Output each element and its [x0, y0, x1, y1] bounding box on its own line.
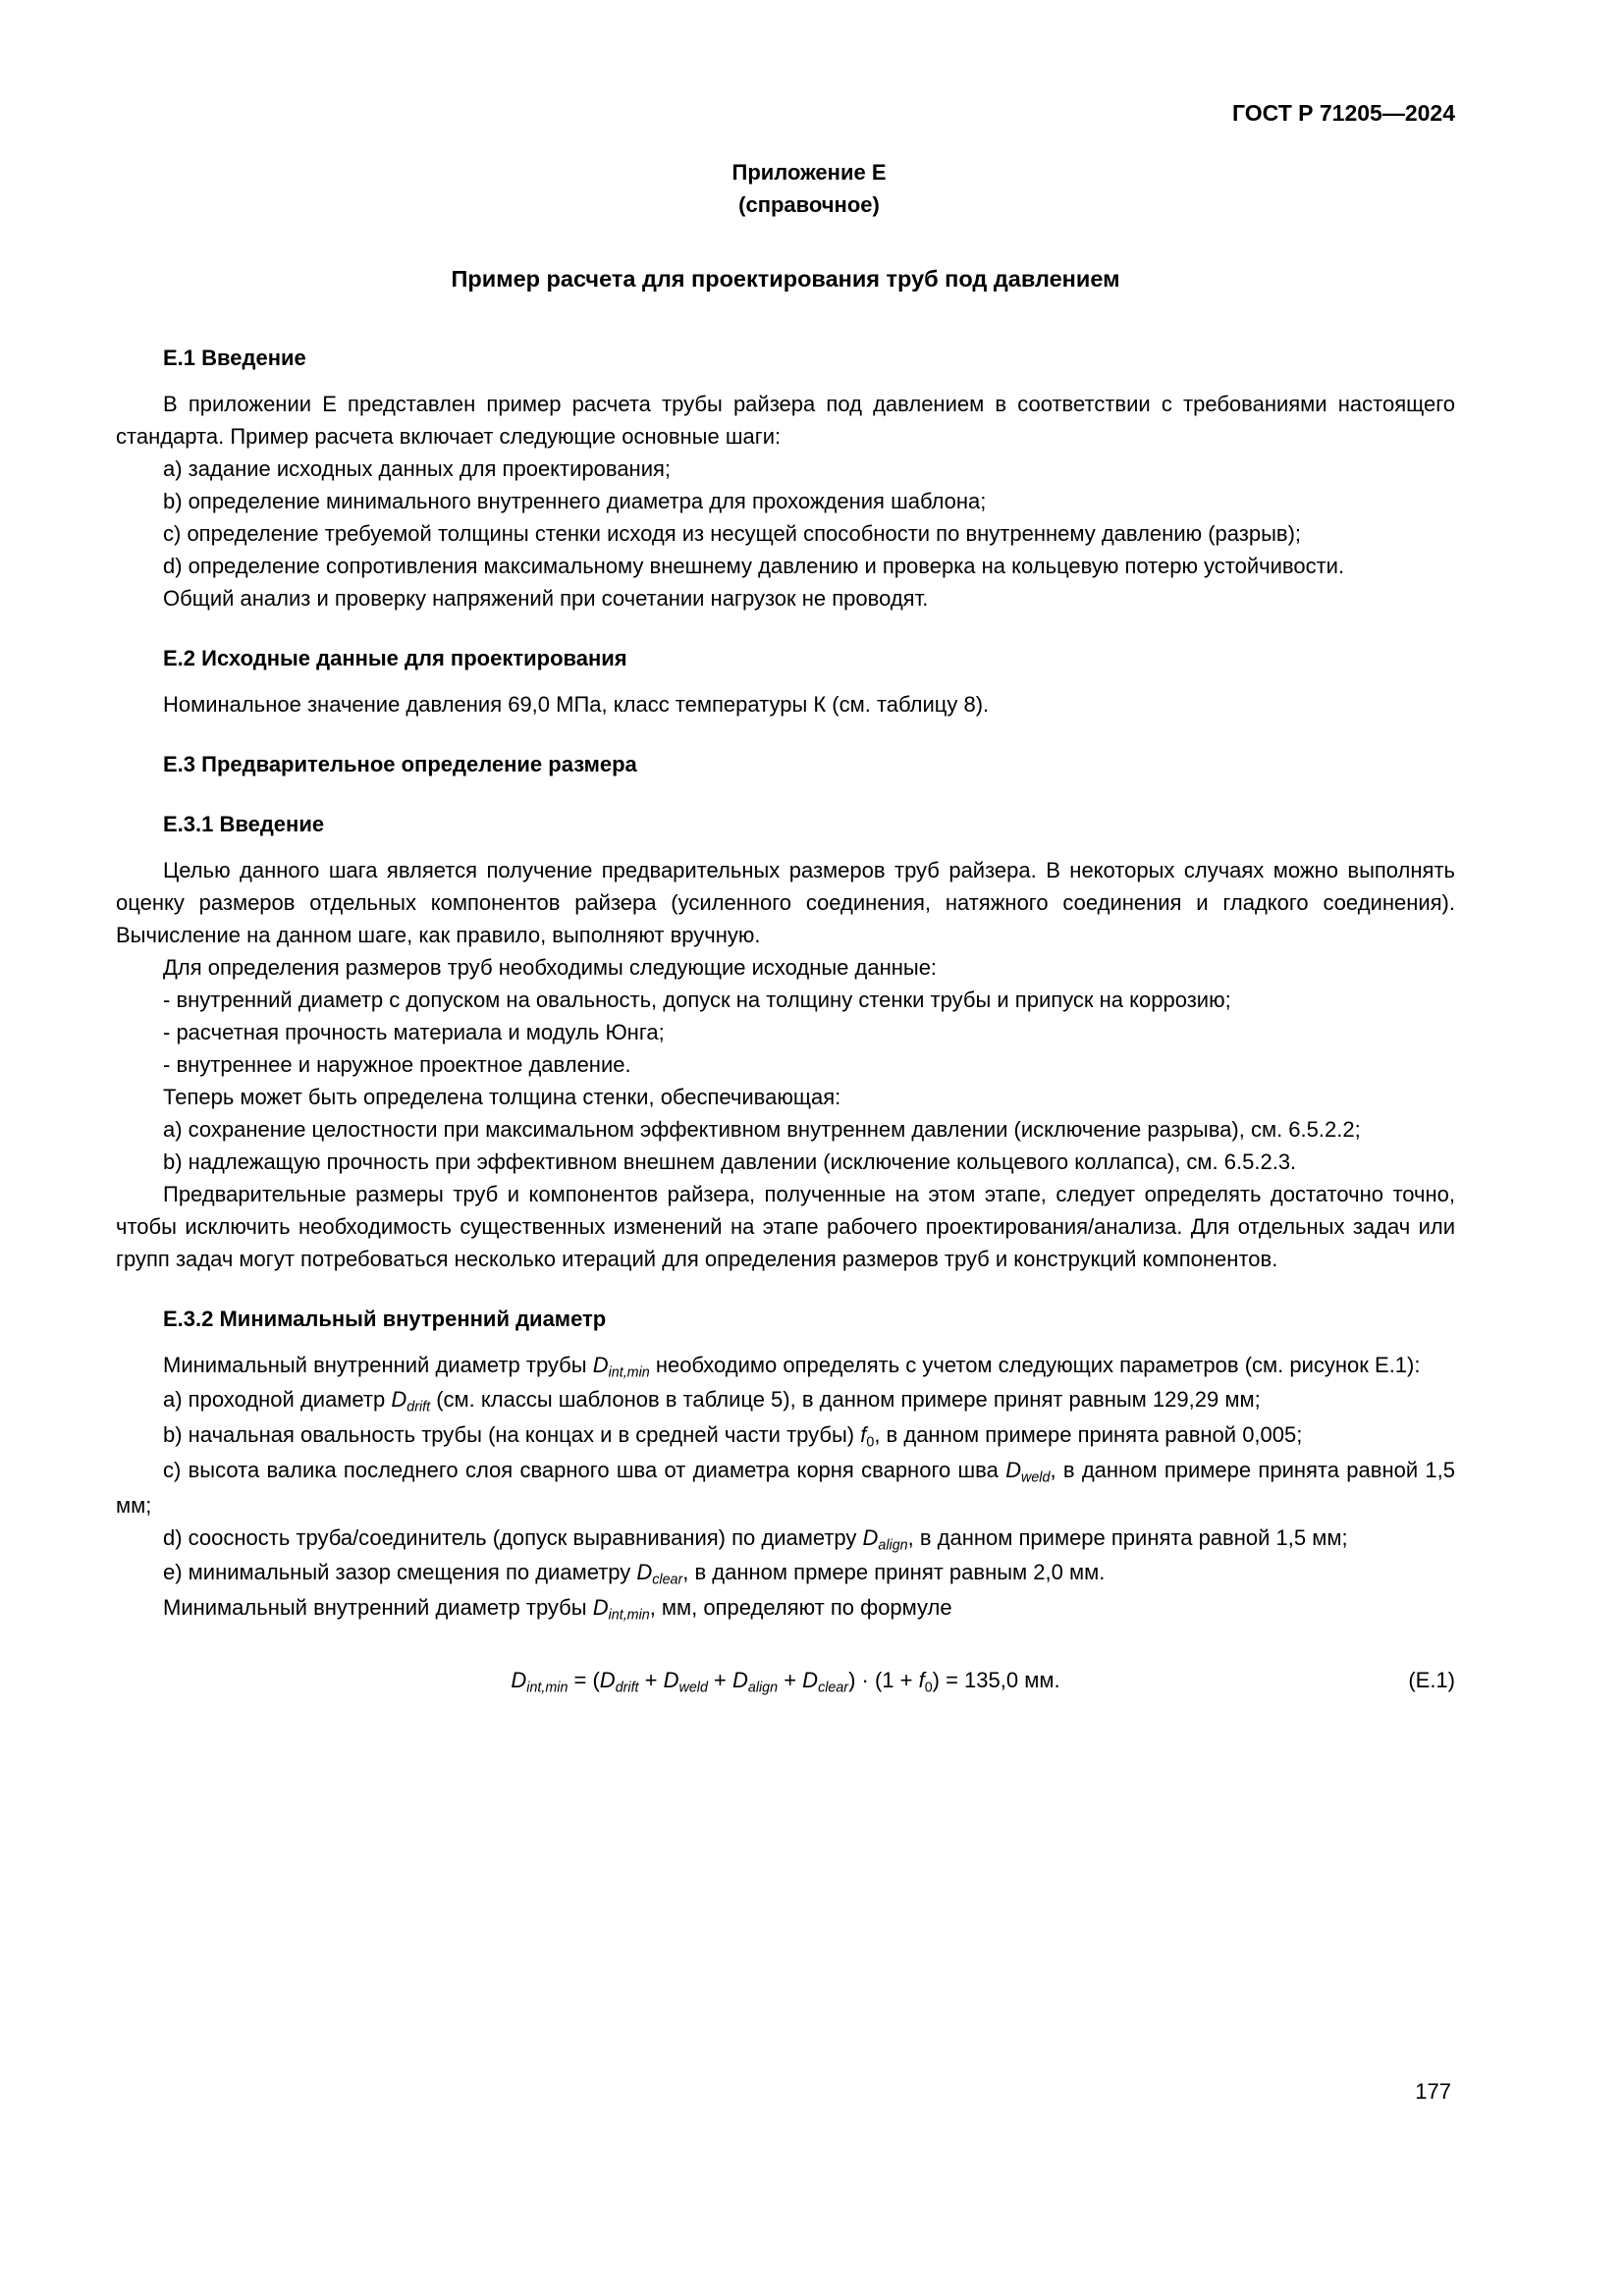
- list-item-e32-e: e) минимальный зазор смещения по диаметру Dclear, в данном прмере принят равным 2,0 мм.: [163, 1560, 1106, 1588]
- heading-e3: Е.3 Предварительное определение размера: [163, 751, 637, 776]
- formula-block: [116, 1664, 1455, 1699]
- list-item-e31-a: a) сохранение целостности при максимальном эффективном внутреннем давлении (исключение разрыва), см. 6.5.2.2;: [163, 1116, 1361, 1142]
- list-item-e1-c: c) определение требуемой толщины стенки исходя из несущей способности по внутреннему давлению (разрыв);: [163, 520, 1302, 546]
- list-item-e1-b: b) определение минимального внутреннего диаметра для прохождения шаблона;: [163, 488, 987, 513]
- heading-e32: Е.3.2 Минимальный внутренний диаметр: [163, 1306, 607, 1331]
- list-item-e32-c: c) высота валика последнего слоя сварного шва от диаметра корня сварного шва Dweld, в данном примере принята равной 1,5 мм;: [116, 1457, 1456, 1518]
- appendix-note: (справочное): [738, 191, 880, 217]
- heading-e31: Е.3.1 Введение: [163, 811, 325, 836]
- list-item-e32-b: b) начальная овальность трубы (на концах и в средней части трубы) $f_0$, в данном примере принята равной 0,005;: [163, 1422, 1303, 1451]
- formula-number: (Е.1): [1408, 1667, 1455, 1692]
- paragraph-e31-2: Для определения размеров труб необходимы следующие исходные данные:: [163, 954, 938, 980]
- list-item-e32-a: a) проходной диаметр Ddrift (см. классы шаблонов в таблице 5), в данном примере принят равным 129,29 мм;: [163, 1387, 1261, 1415]
- heading-e1: Е.1 Введение: [163, 345, 306, 370]
- paragraph-e32-intro: Минимальный внутренний диаметр трубы Dint,min необходимо определять с учетом следующих параметров (см. рисунок Е.1):: [163, 1352, 1421, 1381]
- list-item-e1-a: a) задание исходных данных для проектирования;: [163, 455, 672, 481]
- list-item-e31-dash-2: - расчетная прочность материала и модуль Юнга;: [163, 1019, 665, 1044]
- paragraph-e1-intro: В приложении Е представлен пример расчета трубы райзера под давлением в соответствии с требованиями настоящего стандарта. Пример расчета включает следующие основные шаги:: [116, 391, 1455, 449]
- page-title: Пример расчета для проектирования труб под давлением: [451, 265, 1120, 292]
- paragraph-e2: Номинальное значение давления 69,0 МПа, класс температуры К (см. таблицу 8).: [163, 691, 990, 717]
- formula: Dint,min = (Ddrift + Dweld + Dalign + Dclear) · $(1 + f_0) = 135,0$ мм.: [511, 1667, 1060, 1696]
- list-item-e31-b: b) надлежащую прочность при эффективном внешнем давлении (исключение кольцевого коллапса), см. 6.5.2.3.: [163, 1148, 1297, 1174]
- list-item-e31-dash-1: - внутренний диаметр с допуском на овальность, допуск на толщину стенки трубы и припуск на коррозию;: [163, 987, 1231, 1012]
- paragraph-e32-closing: Минимальный внутренний диаметр трубы Dint,min, мм, определяют по формуле: [163, 1595, 952, 1624]
- list-item-e32-d: d) соосность труба/соединитель (допуск выравнивания) по диаметру Dalign, в данном примере принята равной 1,5 мм;: [163, 1524, 1348, 1553]
- list-item-e1-d: d) определение сопротивления максимальному внешнему давлению и проверка на кольцевую потерю устойчивости.: [163, 553, 1345, 578]
- heading-e2: Е.2 Исходные данные для проектирования: [163, 645, 627, 670]
- paragraph-e31-3: Теперь может быть определена толщина стенки, обеспечивающая:: [163, 1084, 841, 1109]
- paragraph-e31-1: Целью данного шага является получение предварительных размеров труб райзера. В некоторых случаях можно выполнять оценку размеров отдельных компонентов райзера (усиленного соединения, натяжного соединения и гладкого соединения). Вычисление на данном шаге, как правило, выполняют вручную.: [116, 857, 1455, 947]
- page-number: 177: [1415, 2079, 1451, 2104]
- paragraph-e31-4: Предварительные размеры труб и компонентов райзера, полученные на этом этапе, следует определять достаточно точно, чтобы исключить необходимость существенных изменений на этапе рабочего проектирования/анализа. Для отдельных задач или групп задач могут потребоваться несколько итераций для определения размеров труб и конструкций компонентов.: [116, 1181, 1455, 1271]
- appendix-label: Приложение Е: [731, 159, 887, 185]
- list-item-e31-dash-3: - внутреннее и наружное проектное давление.: [163, 1051, 631, 1077]
- paragraph-e1-closing: Общий анализ и проверку напряжений при сочетании нагрузок не проводят.: [163, 585, 929, 611]
- document-code: ГОСТ Р 71205—2024: [1232, 100, 1455, 126]
